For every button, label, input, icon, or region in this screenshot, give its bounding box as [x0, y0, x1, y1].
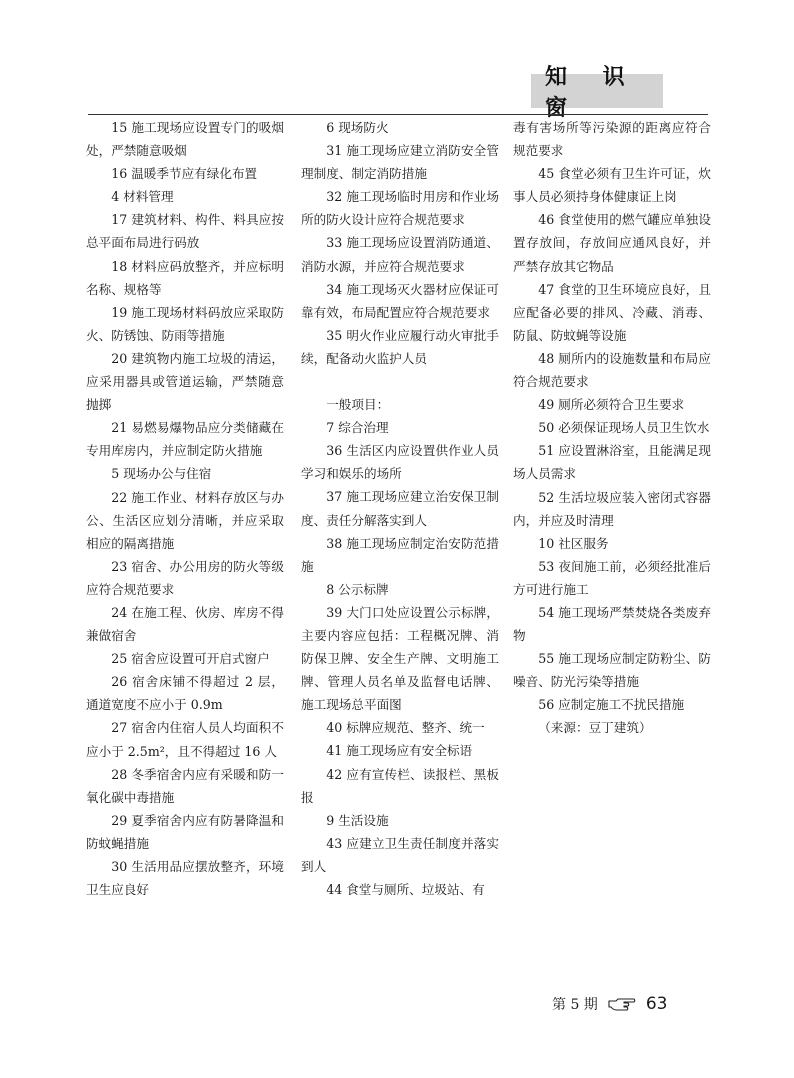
paragraph: 6 现场防火	[326, 120, 389, 135]
paragraph: 17 建筑材料、构件、料具应按总平面布局进行码放	[86, 212, 284, 251]
paragraph: 20 建筑物内施工垃圾的清运，应采用器具或管道运输，严禁随意抛掷	[86, 350, 284, 413]
paragraph: 25 宿舍应设置可开启式窗户	[111, 651, 270, 667]
paragraph: 23 宿舍、办公用房的防火等级应符合规范要求	[86, 558, 284, 597]
paragraph: 22 施工作业、材料存放区与办公、生活区应划分清晰，并应采取相应的隔离措施	[86, 489, 284, 551]
paragraph: 32 施工现场临时用房和作业场所的防火设计应符合规范要求	[301, 189, 499, 228]
paragraph: 33 施工现场应设置消防通道、消防水源，并应符合规范要求	[301, 235, 499, 274]
paragraph: 30 生活用品应摆放整齐，环境卫生应良好	[86, 859, 284, 898]
text-column-1	[86, 116, 284, 901]
paragraph: 53 夜间施工前，必须经批准后方可进行施工	[513, 558, 711, 597]
page-footer	[552, 994, 667, 1014]
paragraph: 9 生活设施	[326, 812, 389, 828]
paragraph: 56 应制定施工不扰民措施	[538, 697, 685, 713]
paragraph: 28 冬季宿舍内应有采暖和防一氧化碳中毒措施	[86, 766, 284, 805]
paragraph: 5 现场办公与住宿	[111, 466, 212, 482]
paragraph: 45 食堂必须有卫生许可证，炊事人员必须持身体健康证上岗	[513, 166, 711, 205]
paragraph: 8 公示标牌	[326, 581, 389, 597]
text-column-2	[301, 116, 499, 901]
paragraph: 27 宿舍内住宿人员人均面积不应小于 2.5m²，且不得超过 16 人	[86, 720, 284, 759]
paragraph: 34 施工现场灭火器材应保证可靠有效，布局配置应符合规范要求	[301, 281, 499, 320]
paragraph: 4 材料管理	[111, 189, 174, 205]
paragraph: 16 温暖季节应有绿化布置	[111, 166, 258, 182]
paragraph: 55 施工现场应制定防粉尘、防噪音、防光污染等措施	[513, 651, 711, 690]
issue-label: 第 5 期	[552, 997, 598, 1013]
source-credit: （来源：豆丁建筑）	[538, 720, 652, 736]
paragraph: 18 材料应码放整齐，并应标明名称、规格等	[86, 258, 284, 297]
page-number: 63	[645, 994, 668, 1014]
paragraph: 44 食堂与厕所、垃圾站、有	[326, 882, 485, 897]
paragraph: 31 施工现场应建立消防安全管理制度、制定消防措施	[301, 143, 499, 182]
paragraph: 15 施工现场应设置专门的吸烟处，严禁随意吸烟	[86, 120, 284, 159]
paragraph: 47 食堂的卫生环境应良好，且应配备必要的排风、冷藏、消毒、防鼠、防蚊蝇等设施	[513, 281, 711, 343]
paragraph: 42 应有宣传栏、读报栏、黑板报	[301, 766, 499, 805]
paragraph: 48 厕所内的设施数量和布局应符合规范要求	[513, 350, 711, 390]
section-title: 知 识 窗	[545, 65, 639, 121]
header-rule	[88, 114, 708, 115]
section-header	[531, 65, 663, 121]
paragraph: 49 厕所必须符合卫生要求	[538, 397, 685, 413]
paragraph: 43 应建立卫生责任制度并落实到人	[301, 835, 499, 874]
paragraph: 54 施工现场严禁焚烧各类废弃物	[513, 604, 711, 644]
paragraph: 毒有害场所等污染源的距离应符合规范要求	[513, 120, 711, 159]
paragraph: 41 施工现场应有安全标语	[326, 743, 473, 759]
paragraph: 26 宿舍床铺不得超过 2 层，通道宽度不应小于 0.9m	[86, 674, 284, 713]
text-column-3	[513, 116, 711, 740]
paragraph: 40 标牌应规范、整齐、统一	[326, 720, 485, 736]
paragraph: 19 施工现场材料码放应采取防火、防锈蚀、防雨等措施	[86, 304, 284, 343]
paragraph: 36 生活区内应设置供作业人员学习和娱乐的场所	[301, 443, 499, 482]
paragraph: 46 食堂使用的燃气罐应单独设置存放间，存放间应通风良好，并严禁存放其它物品	[513, 212, 711, 274]
paragraph: 37 施工现场应建立治安保卫制度、责任分解落实到人	[301, 489, 499, 528]
subheading: 一般项目：	[326, 397, 390, 413]
paragraph: 10 社区服务	[538, 535, 609, 551]
paragraph: 52 生活垃圾应装入密闭式容器内，并应及时清理	[513, 489, 711, 528]
paragraph: 7 综合治理	[326, 420, 389, 436]
pointing-hand-icon	[608, 996, 636, 1012]
paragraph: 29 夏季宿舍内应有防暑降温和防蚊蝇措施	[86, 812, 284, 851]
paragraph: 35 明火作业应履行动火审批手续，配备动火监护人员	[301, 327, 499, 366]
paragraph: 38 施工现场应制定治安防范措施	[301, 535, 499, 574]
paragraph: 50 必须保证现场人员卫生饮水	[538, 420, 710, 436]
paragraph: 51 应设置淋浴室，且能满足现场人员需求	[513, 443, 711, 482]
paragraph: 39 大门口处应设置公示标牌，主要内容应包括：工程概况牌、消防保卫牌、安全生产牌、文明施工牌、管理人员名单及监督电话牌、施工现场总平面图	[301, 604, 499, 713]
paragraph: 21 易燃易爆物品应分类储藏在专用库房内，并应制定防火措施	[86, 420, 284, 459]
paragraph: 24 在施工程、伙房、库房不得兼做宿舍	[86, 604, 284, 644]
